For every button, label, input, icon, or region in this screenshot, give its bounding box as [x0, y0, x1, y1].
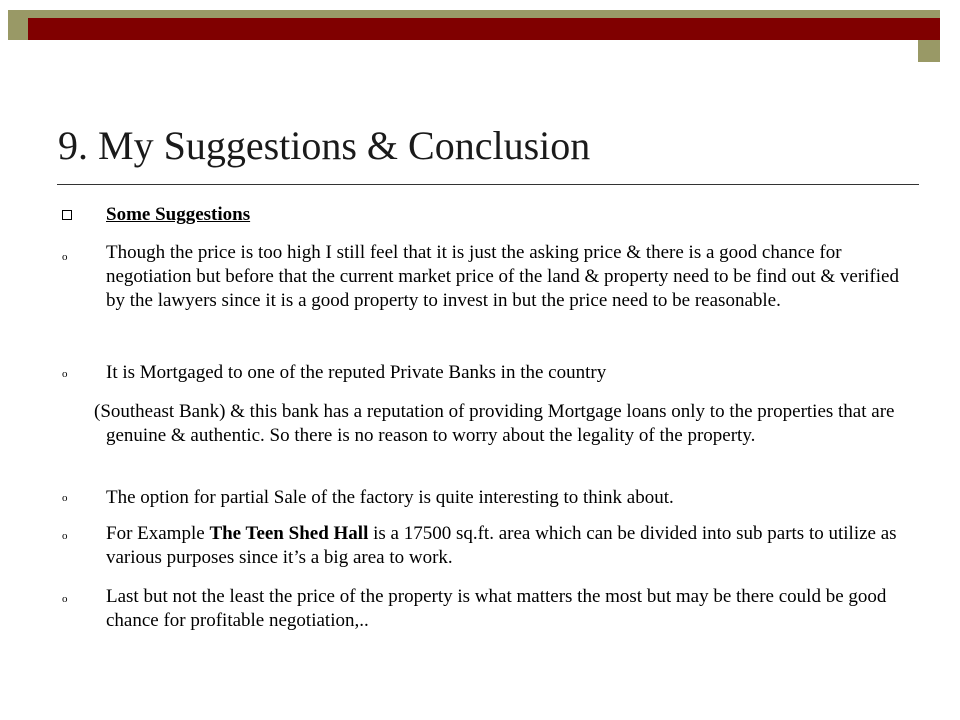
header-maroon-bar: [28, 18, 940, 40]
section-heading: Some Suggestions: [106, 204, 251, 225]
title-divider: [57, 184, 919, 185]
corner-maroon-square: [918, 18, 940, 40]
bullet-text-1: Though the price is too high I still feel that it is just the asking price & there is a good chance for negotiation but before that the current market price of the land & property need to be find out & verified by the lawyers since it is a good property to invest in but the price need to be reasonable.: [106, 242, 899, 311]
bullet-icon: o: [62, 368, 68, 380]
example-prefix: For Example: [106, 523, 210, 544]
bullet-icon: o: [62, 593, 68, 605]
bullet-text-3: The option for partial Sale of the factory is quite interesting to think about.: [106, 487, 674, 508]
bullet-text-5: Last but not the least the price of the property is what matters the most but may be there could be good chance for profitable negotiation,..: [106, 586, 887, 631]
bullet-text-2: It is Mortgaged to one of the reputed Private Banks in the country: [106, 362, 607, 383]
example-suffix: is a 17500 sq.ft. area which can be divided into sub parts to utilize as various purposes since it’s a big area to work.: [106, 523, 897, 568]
example-bold: The Teen Shed Hall: [209, 523, 369, 544]
slide-title: 9. My Suggestions & Conclusion: [58, 123, 591, 168]
bullet-icon: o: [62, 492, 68, 504]
bullet-text-4: [106, 522, 906, 570]
continuation-text: (Southeast Bank) & this bank has a reputation of providing Mortgage loans only to the properties that are genuine & authentic. So there is no reason to worry about the legality of the property.: [94, 401, 895, 446]
corner-olive-square: [918, 40, 940, 62]
bullet-icon: o: [62, 530, 68, 542]
bullet-icon: o: [62, 251, 68, 263]
square-bullet-icon: [62, 210, 72, 220]
